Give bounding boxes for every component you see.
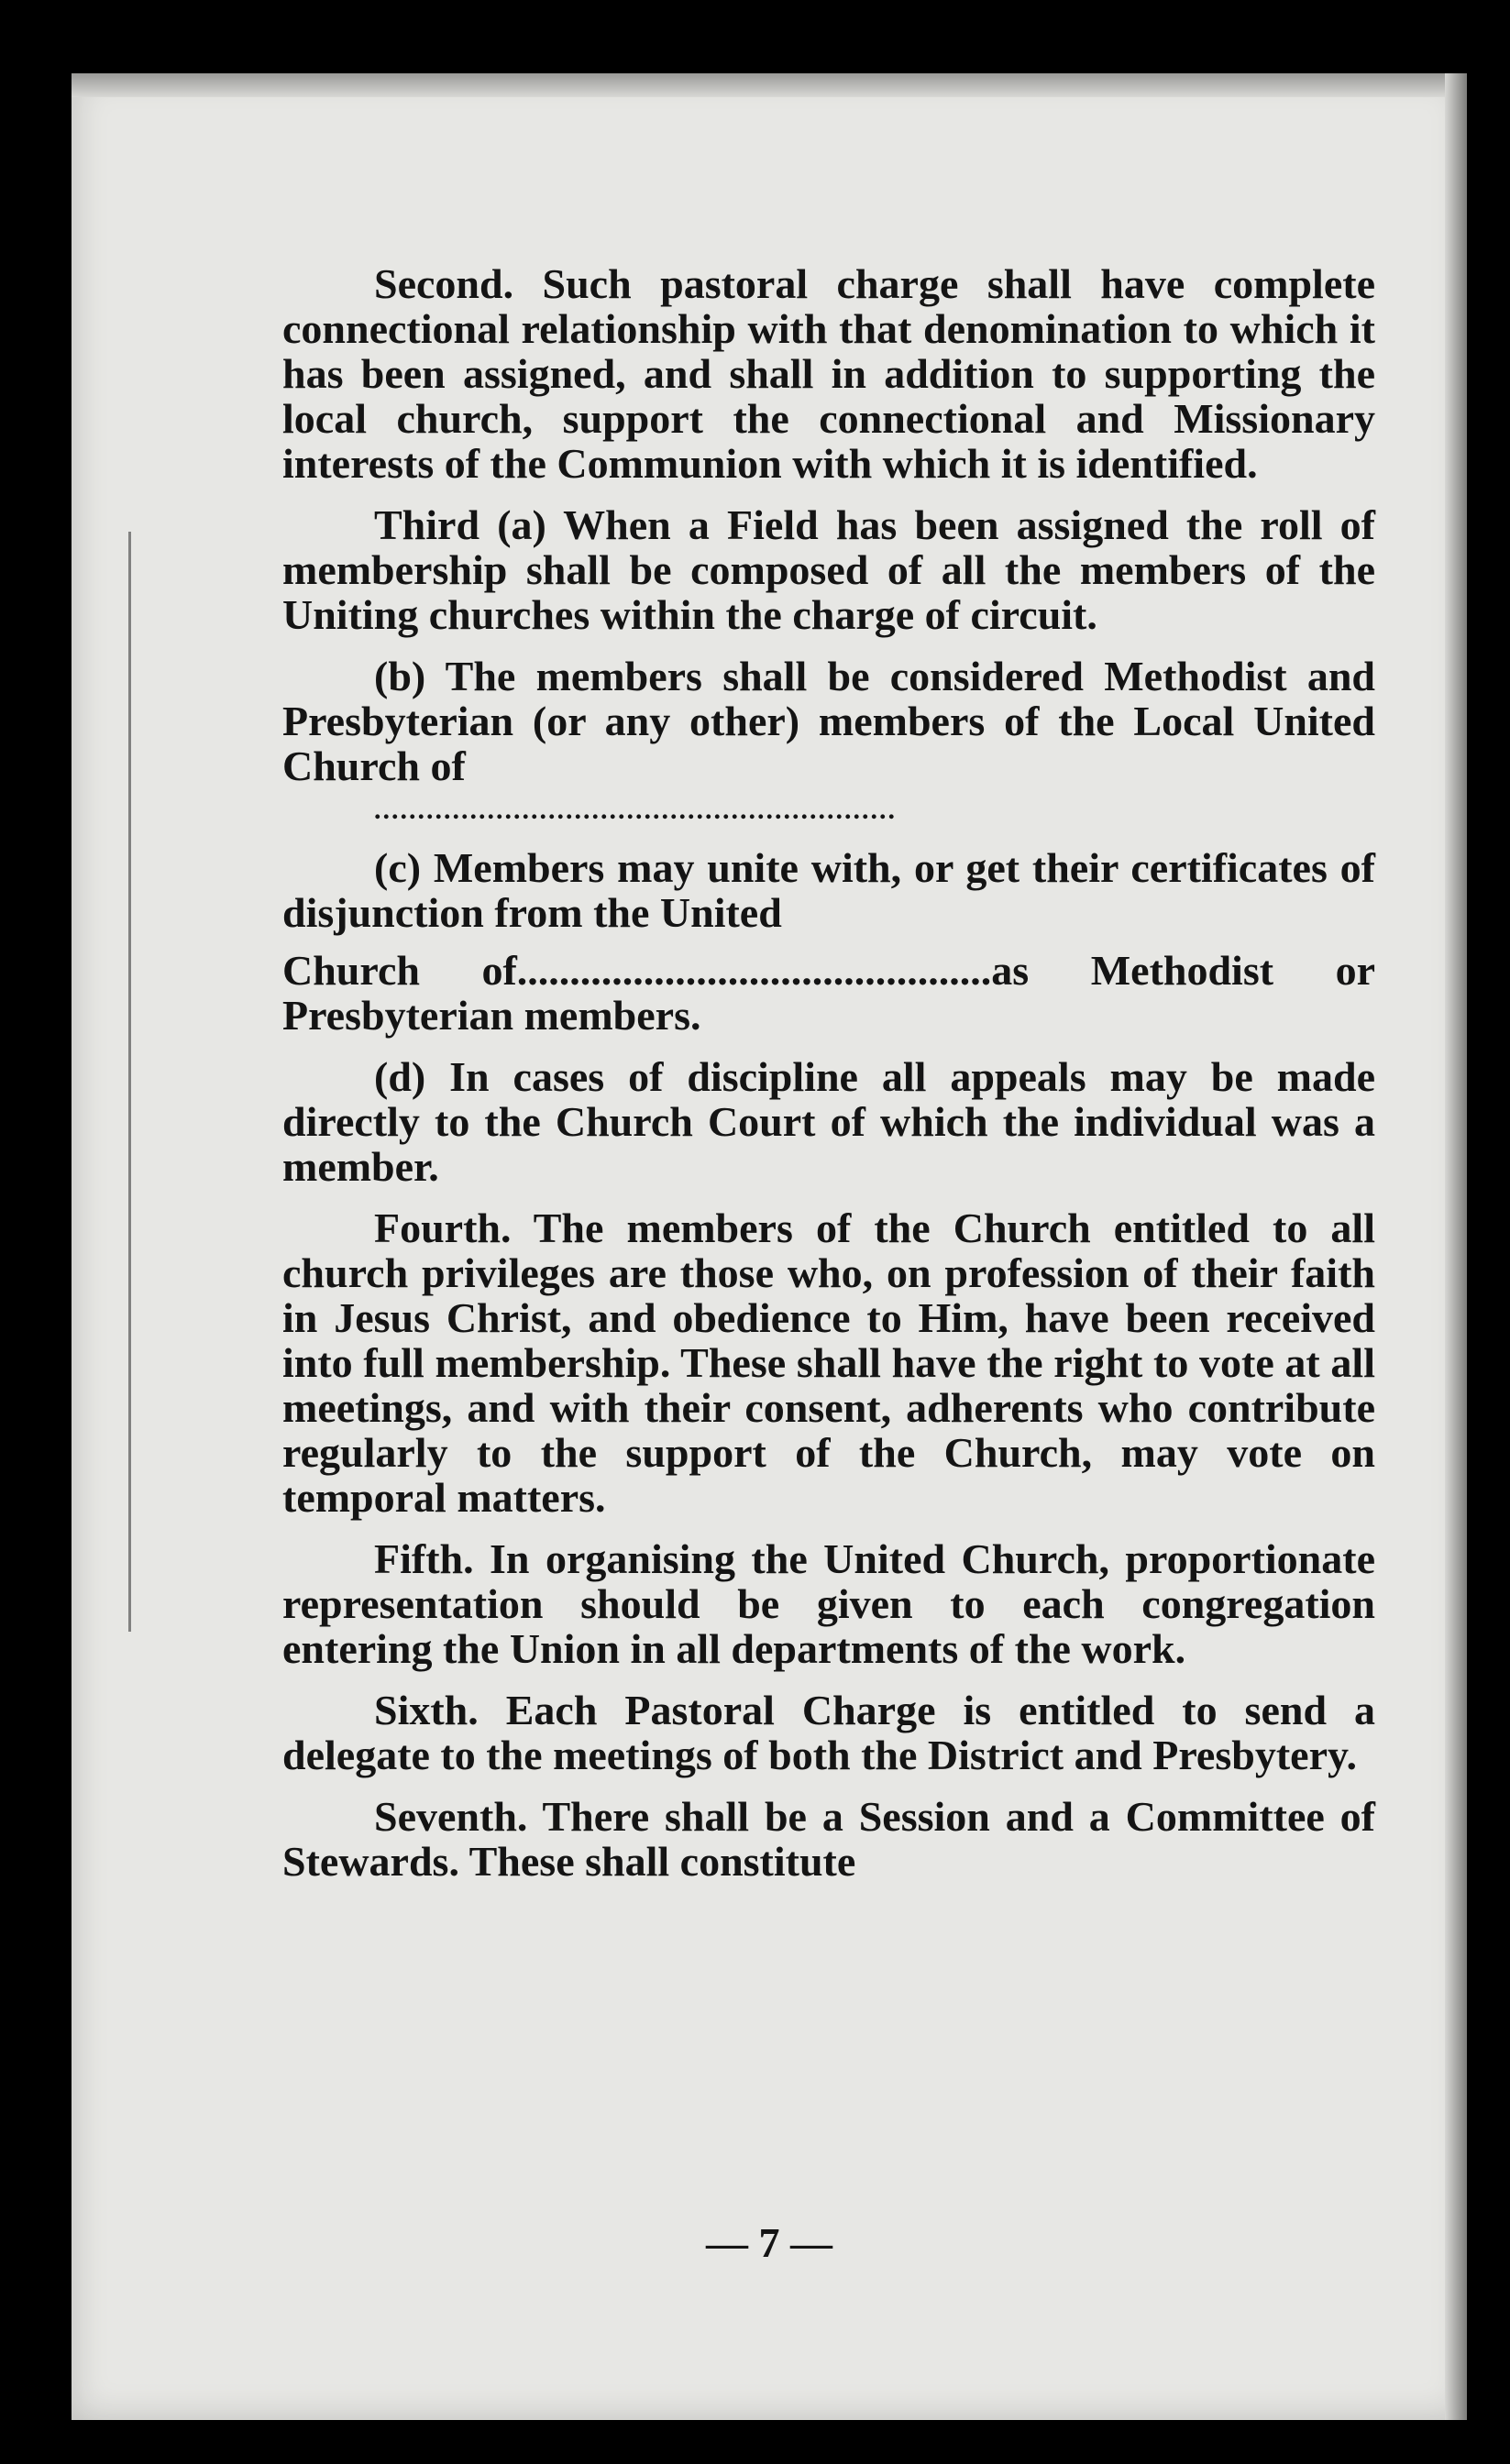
paragraph-third-b: (b) The members shall be considered Methodist and Presbyterian (or any other) members of the Local United Church of [282, 653, 1375, 789]
paragraph-fifth: Fifth. In organising the United Church, proportionate representation should be given to each congregation entering the Union in all departments of the work. [282, 1535, 1375, 1672]
page-number: — 7 — [706, 2219, 832, 2266]
page-top-edge [72, 73, 1467, 97]
page-body-text [282, 261, 1375, 1900]
paragraph-third-c-2: Church of.............................................as Methodist or Presbyterian members. [282, 947, 1375, 1039]
paragraph-seventh: Seventh. There shall be a Session and a Committee of Stewards. These shall constitute [282, 1793, 1375, 1885]
paragraph-sixth: Sixth. Each Pastoral Charge is entitled to send a delegate to the meetings of both the District and Presbytery. [282, 1687, 1375, 1778]
book-page [72, 73, 1467, 2420]
paragraph-second: Second. Such pastoral charge shall have complete connectional relationship with that denomination to which it has been assigned, and shall in addition to supporting the local church, support the connectional and Missionary interests of the Communion with which it is identified. [282, 260, 1375, 487]
binding-gutter [128, 532, 153, 1632]
paragraph-third-c-1: (c) Members may unite with, or get their certificates of disjunction from the United [282, 844, 1375, 936]
page-right-edge [1445, 73, 1467, 2420]
paragraph-third-a: Third (a) When a Field has been assigned the roll of membership shall be composed of all the members of the Uniting churches within the charge of circuit. [282, 501, 1375, 638]
blank-line-church-name: ............................................................ [374, 795, 897, 825]
paragraph-third-d: (d) In cases of discipline all appeals may be made directly to the Church Court of which the individual was a member. [282, 1053, 1375, 1190]
paragraph-fourth: Fourth. The members of the Church entitled to all church privileges are those who, on profession of their faith in Jesus Christ, and obedience to Him, have been received into full membership. These shall have the right to vote at all meetings, and with their consent, adherents who contribute regularly to the support of the Church, may vote on temporal matters. [282, 1204, 1375, 1521]
